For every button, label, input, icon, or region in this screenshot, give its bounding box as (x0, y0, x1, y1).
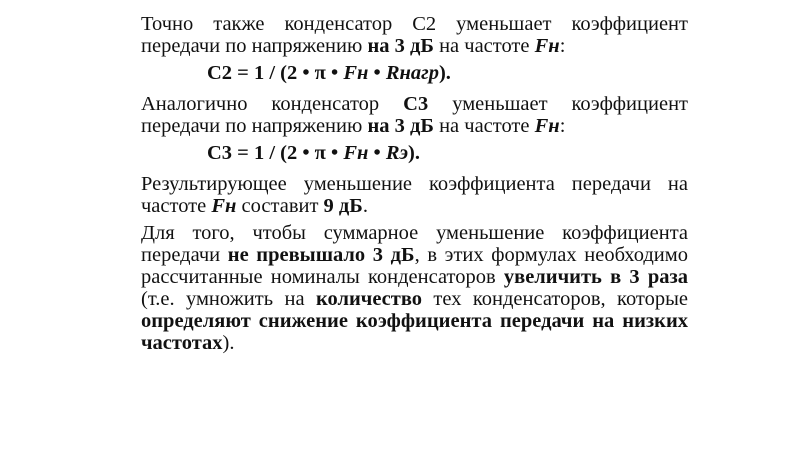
bold-text: С3 (403, 93, 429, 115)
text: : (559, 115, 566, 137)
formula-text: ). (438, 62, 451, 84)
text: на частоте (433, 35, 535, 57)
formula-c3 (207, 142, 688, 164)
bold-text: определяют снижение коэффициента передачи на низких частотах (141, 310, 688, 354)
formula-text: • (368, 62, 386, 84)
formula-c2 (207, 62, 688, 84)
formula-text: С2 = 1 / (2 • π • (207, 62, 344, 84)
text: Точно также конденсатор С2 уменьшает коэффициент передачи по напряжению (141, 13, 688, 57)
bold-text: количество (315, 288, 423, 310)
text: . (362, 195, 368, 217)
frequency-symbol: Fн (534, 35, 560, 57)
text: уменьшает коэффициент передачи по напряжению (141, 93, 688, 137)
text: , в этих формулах необходимо рассчитанные номиналы конденсаторов (141, 244, 688, 288)
text: ). (222, 332, 235, 354)
text: : (559, 35, 566, 57)
resistance-symbol: Rэ (385, 142, 409, 164)
frequency-symbol: Fн (211, 195, 237, 217)
paragraph-c2 (141, 13, 688, 57)
bold-text: на 3 дБ (367, 35, 434, 57)
frequency-symbol: Fн (343, 62, 369, 84)
paragraph-conclusion (141, 222, 688, 354)
paragraph-c3 (141, 93, 688, 137)
text: Результирующее уменьшение коэффициента передачи на частоте (141, 173, 688, 217)
text: Для того, чтобы суммарное уменьшение коэффициента передачи (141, 222, 688, 266)
bold-text: 9 дБ (323, 195, 363, 217)
bold-text: не превышало 3 дБ (227, 244, 415, 266)
text: (т.е. умножить на (141, 288, 316, 310)
text: Аналогично конденсатор (141, 93, 404, 115)
frequency-symbol: Fн (534, 115, 560, 137)
text: составит (236, 195, 324, 217)
frequency-symbol: Fн (343, 142, 369, 164)
formula-text: • (368, 142, 386, 164)
text: на частоте (433, 115, 535, 137)
formula-text: ). (408, 142, 420, 164)
paragraph-result (141, 173, 688, 217)
bold-text: увеличить в 3 раза (503, 266, 688, 288)
formula-text: С3 = 1 / (2 • π • (207, 142, 344, 164)
bold-text: на 3 дБ (367, 115, 434, 137)
text: тех конденсаторов, которые (422, 288, 688, 310)
resistance-symbol: Rнагр (385, 62, 439, 84)
